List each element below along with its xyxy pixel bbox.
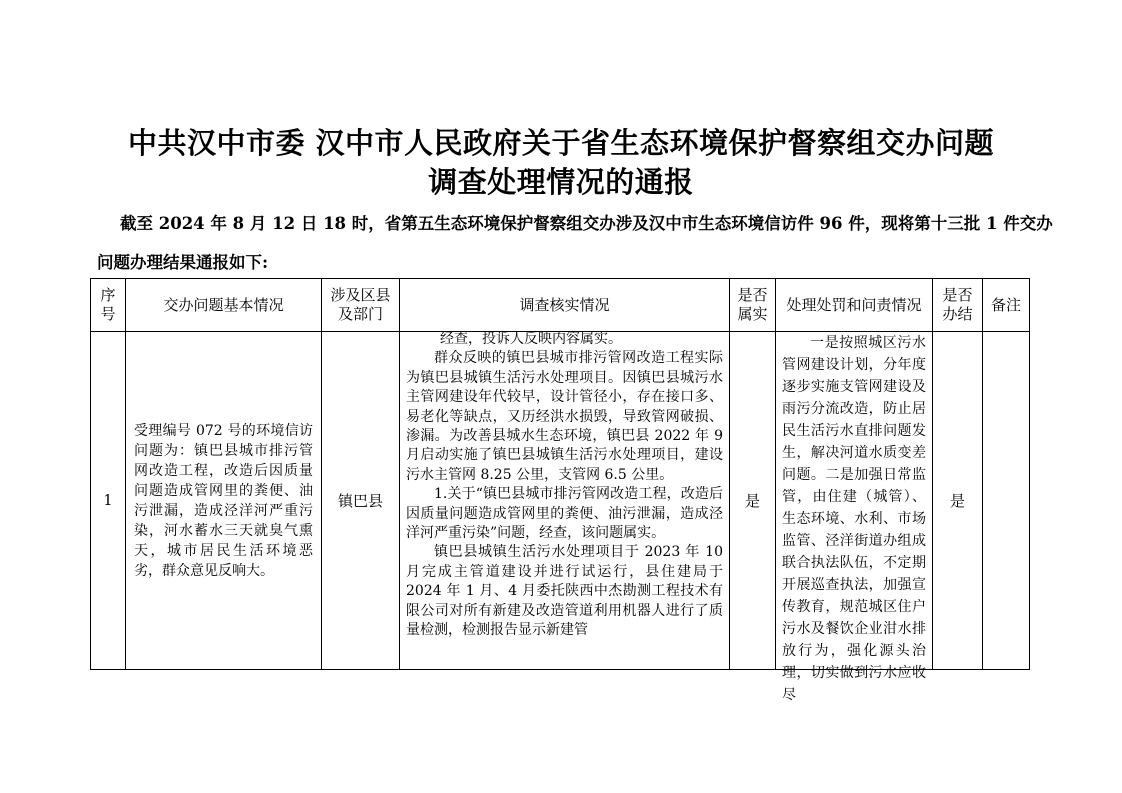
handling-text: 一是按照城区污水管网建设计划，分年度逐步实施支管网建设及雨污分流改造，防止居民生活污水直排问题发生，解决河道水质变差问题。二是加强日常监管，由住建（城管）、生态环境、水利、市场监管、泾洋街道办组成联合执法队伍，不定期开展巡查执法，加强宣传教育，规范城区住户污水及餐饮企业泔水排放行为，强化源头治理，切实做到污水应收尽 xyxy=(782,335,926,703)
cell-remarks xyxy=(983,332,1030,670)
investigation-paragraph-3: 镇巴县城镇生活污水处理项目于 2023 年 10 月完成主管道建设并进行试运行，县住建局于 2024 年 1 月、4 月委托陕西中杰勘测工程技术有限公司对所有新建及改造管道利用机器人进行了质量检测，检测报告显示新建管 xyxy=(406,544,723,639)
cell-area: 镇巴县 xyxy=(322,332,400,670)
document-title-line-2: 调查处理情况的通报 xyxy=(428,165,694,199)
cell-handling xyxy=(776,332,933,703)
document-title-line-1: 中共汉中市委 汉中市人民政府关于省生态环境保护督察组交办问题 xyxy=(127,126,995,160)
header-remarks: 备注 xyxy=(983,279,1030,332)
cell-done: 是 xyxy=(933,332,983,670)
basic-text: 受理编号 072 号的环境信访问题为：镇巴县城市排污管网改造工程，改造后因质量问题造成管网里的粪便、油污泄漏，造成泾洋河严重污染，河水蓄水三天就臭气熏天，城市居民生活环境恶劣，群众意见反响大。 xyxy=(134,422,313,579)
investigation-paragraph-1: 群众反映的镇巴县城市排污管网改造工程实际为镇巴县城镇生活污水处理项目。因镇巴县城污水主管网建设年代较早，设计管径小，存在接口多、易老化等缺点，又历经洪水损毁，导致管网破损、渗漏。为改善县城水生态环境，镇巴县 2022 年 9 月启动实施了镇巴县城镇生活污水处理项目，建设污水主管网 8.25 公里，支管网 6.5 公里。 xyxy=(406,350,723,483)
intro-line-2: 问题办理结果通报如下: xyxy=(97,253,269,272)
cell-investigation xyxy=(400,332,730,670)
header-seq: 序号 xyxy=(91,279,126,332)
intro-line-1: 截至 2024 年 8 月 12 日 18 时，省第五生态环境保护督察组交办涉及汉中市生态环境信访件 96 件，现将第十三批 1 件交办 xyxy=(120,214,1053,233)
cell-seq: 1 xyxy=(91,332,126,670)
report-table xyxy=(90,278,1030,703)
cell-true: 是 xyxy=(730,332,776,670)
header-handling: 处理处罚和问责情况 xyxy=(776,279,933,332)
investigation-paragraph-0: 经查，投诉人反映内容属实。 xyxy=(440,331,622,347)
cell-basic xyxy=(126,332,322,670)
header-investigation: 调查核实情况 xyxy=(400,279,730,332)
investigation-paragraph-2: 1.关于“镇巴县城市排污管网改造工程，改造后因质量问题造成管网里的粪便、油污泄漏，造成泾洋河严重污染”问题，经查，该问题属实。 xyxy=(406,486,723,542)
table-row xyxy=(91,332,1030,670)
header-true: 是否属实 xyxy=(730,279,776,332)
table-header-row xyxy=(91,279,1030,332)
header-done: 是否办结 xyxy=(933,279,983,332)
header-area: 涉及区县及部门 xyxy=(322,279,400,332)
header-basic: 交办问题基本情况 xyxy=(126,279,322,332)
